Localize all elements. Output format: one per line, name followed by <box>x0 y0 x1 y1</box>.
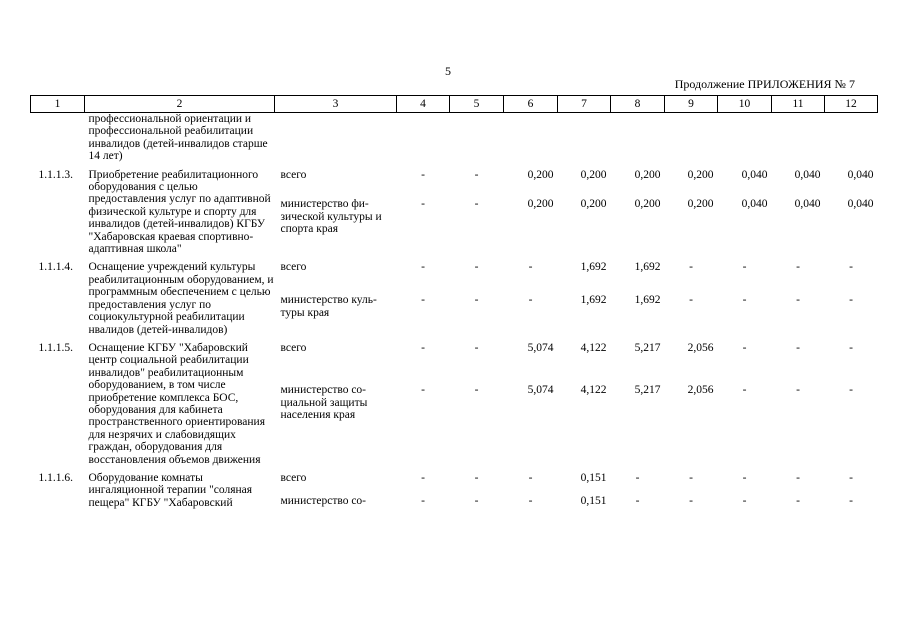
column-header-8: 8 <box>611 96 665 113</box>
value-cell-col-7: 0,200 <box>580 168 607 181</box>
funding-source: всего <box>280 471 307 484</box>
value-cell-col-7: 1,692 <box>580 261 607 274</box>
item-name: Оснащение учреждений культуры реабилитационным оборудованием, и программным обеспечением с целью предоставления услуг по социокультурной реабилитации нвалидов (детей-инвалидов) <box>88 261 274 336</box>
value-cell-col-9: 2,056 <box>687 384 714 397</box>
column-header-6: 6 <box>504 96 558 113</box>
value-cell-col-8: 0,200 <box>634 168 661 181</box>
value-cell-col-12: 0,040 <box>847 198 874 211</box>
value-cell-col-6: 0,200 <box>527 168 554 181</box>
value-cell-col-4: - <box>421 341 425 354</box>
item-name: Оснащение КГБУ "Хабаровский центр социальной реабилитации инвалидов" реабилитационным оборудованием, в том числе приобретение комплекса БОС, оборудования для кабинета пространственного ориентирования для незрячих и слабовидящих граждан, оборудования для восстановления объемов движения <box>88 341 266 466</box>
value-cell-col-7: 4,122 <box>580 341 607 354</box>
value-cell-col-12: 0,040 <box>847 168 874 181</box>
value-cell-col-6: - <box>528 261 533 274</box>
value-cell-col-10: - <box>742 494 747 507</box>
column-header-7: 7 <box>558 96 611 113</box>
carryover-row <box>31 113 878 163</box>
value-cell-col-9: - <box>689 494 693 507</box>
funding-source: всего <box>280 341 307 354</box>
value-cell-col-10: - <box>742 294 747 307</box>
value-cell-col-8: 0,200 <box>634 198 661 211</box>
value-cell-col-6: 0,200 <box>527 198 554 211</box>
column-header-9: 9 <box>665 96 718 113</box>
value-cell-col-4: - <box>421 168 425 181</box>
funding-source: министерство со- <box>280 494 367 507</box>
value-cell-col-8: 5,217 <box>634 341 661 354</box>
table-row <box>31 472 878 495</box>
funding-source: всего <box>280 261 307 274</box>
value-cell-col-9: - <box>689 294 693 307</box>
value-cell-col-6: - <box>528 494 533 507</box>
column-header-11: 11 <box>772 96 825 113</box>
value-cell-col-12: - <box>849 341 853 354</box>
item-name: Приобретение реабилитационного оборудования с целью предоставления услуг по адаптивной физической культуре и спорту для инвалидов (детей-инвалидов) КГБУ "Хабаровская краевая спортивно-адаптивная школа" <box>88 168 271 256</box>
table-row <box>31 169 878 199</box>
item-code: 1.1.1.4. <box>38 261 73 274</box>
item-code: 1.1.1.6. <box>38 471 73 484</box>
value-cell-col-12: - <box>849 294 853 307</box>
value-cell-col-7: 1,692 <box>580 294 607 307</box>
value-cell-col-9: 2,056 <box>687 341 714 354</box>
value-cell-col-4: - <box>421 384 425 397</box>
value-cell-col-8: - <box>635 471 640 484</box>
value-cell-col-10: - <box>742 384 747 397</box>
column-header-5: 5 <box>450 96 504 113</box>
value-cell-col-9: - <box>689 471 693 484</box>
funding-source: министерство со-циальной защиты населения края <box>280 384 368 422</box>
value-cell-col-10: - <box>742 261 747 274</box>
value-cell-col-9: 0,200 <box>687 168 714 181</box>
value-cell-col-7: 0,200 <box>580 198 607 211</box>
value-cell-col-5: - <box>474 168 479 181</box>
value-cell-col-11: 0,040 <box>794 168 821 181</box>
value-cell-col-8: 1,692 <box>634 261 661 274</box>
item-name: Оборудование комнаты ингаляционной терапии "соляная пещера" КГБУ "Хабаровский <box>88 471 253 509</box>
table-row <box>31 261 878 294</box>
value-cell-col-6: - <box>528 294 533 307</box>
value-cell-col-11: - <box>796 341 800 354</box>
value-cell-col-7: 0,151 <box>580 494 607 507</box>
value-cell-col-4: - <box>421 198 425 211</box>
column-header-1: 1 <box>31 96 85 113</box>
value-cell-col-5: - <box>474 384 479 397</box>
funding-source: министерство куль-туры края <box>280 294 377 319</box>
value-cell-col-5: - <box>474 261 479 274</box>
value-cell-col-12: - <box>849 494 853 507</box>
column-header-row <box>31 96 878 113</box>
value-cell-col-11: 0,040 <box>794 198 821 211</box>
value-cell-col-8: 5,217 <box>634 384 661 397</box>
value-cell-col-7: 4,122 <box>580 384 607 397</box>
column-header-12: 12 <box>825 96 878 113</box>
value-cell-col-4: - <box>421 471 425 484</box>
value-cell-col-5: - <box>474 471 479 484</box>
value-cell-col-12: - <box>849 471 853 484</box>
value-cell-col-11: - <box>796 294 800 307</box>
value-cell-col-7: 0,151 <box>580 471 607 484</box>
value-cell-col-10: 0,040 <box>741 168 768 181</box>
value-cell-col-5: - <box>474 198 479 211</box>
value-cell-col-8: 1,692 <box>634 294 661 307</box>
value-cell-col-5: - <box>474 341 479 354</box>
value-cell-col-9: - <box>689 261 693 274</box>
value-cell-col-11: - <box>796 494 800 507</box>
value-cell-col-11: - <box>796 471 800 484</box>
column-header-10: 10 <box>718 96 772 113</box>
value-cell-col-11: - <box>796 261 800 274</box>
value-cell-col-4: - <box>421 494 425 507</box>
value-cell-col-10: - <box>742 341 747 354</box>
continuation-title: Продолжение ПРИЛОЖЕНИЯ № 7 <box>674 77 855 91</box>
value-cell-col-12: - <box>849 384 853 397</box>
column-header-3: 3 <box>275 96 397 113</box>
value-cell-col-10: - <box>742 471 747 484</box>
value-cell-col-8: - <box>635 494 640 507</box>
carryover-text: профессиональной ориентации и профессиональной реабилитации инвалидов (детей-инвалидов старше 14 лет) <box>88 113 268 163</box>
value-cell-col-12: - <box>849 261 853 274</box>
value-cell-col-4: - <box>421 261 425 274</box>
value-cell-col-6: 5,074 <box>527 341 554 354</box>
value-cell-col-9: 0,200 <box>687 198 714 211</box>
value-cell-col-4: - <box>421 294 425 307</box>
column-header-4: 4 <box>397 96 450 113</box>
column-header-2: 2 <box>85 96 275 113</box>
value-cell-col-10: 0,040 <box>741 198 768 211</box>
page-number: 5 <box>445 64 451 78</box>
value-cell-col-5: - <box>474 294 479 307</box>
value-cell-col-5: - <box>474 494 479 507</box>
appendix-table <box>30 95 878 509</box>
value-cell-col-6: 5,074 <box>527 384 554 397</box>
funding-source: всего <box>280 168 307 181</box>
item-code: 1.1.1.5. <box>38 341 73 354</box>
value-cell-col-6: - <box>528 471 533 484</box>
item-code: 1.1.1.3. <box>38 168 73 181</box>
table-row <box>31 342 878 385</box>
funding-source: министерство фи-зической культуры и спорта края <box>280 198 382 236</box>
value-cell-col-11: - <box>796 384 800 397</box>
